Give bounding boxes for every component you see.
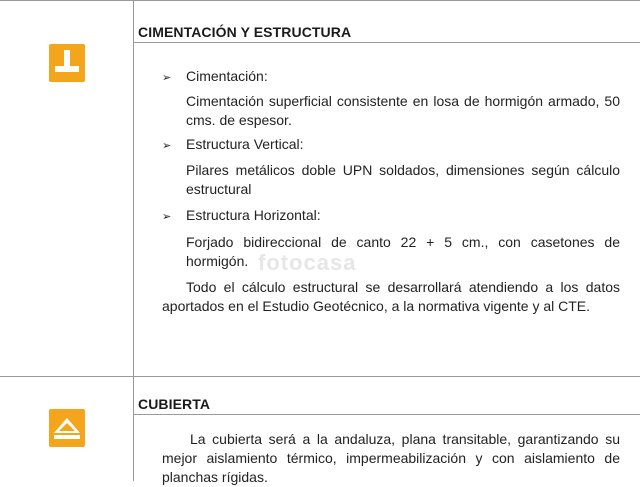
arrow-bullet-icon: ➢ xyxy=(162,72,172,84)
section-header-divider xyxy=(134,42,640,43)
watermark: fotocasa xyxy=(258,250,357,275)
list-item xyxy=(162,136,304,152)
list-item xyxy=(162,207,321,223)
row-divider xyxy=(0,376,640,377)
arrow-bullet-icon: ➢ xyxy=(162,140,172,152)
section-header-divider xyxy=(134,414,640,415)
list-item xyxy=(162,68,268,84)
section-note: Todo el cálculo estructural se desarrollará atendiendo a los datos aportados en el Estudio Geotécnico, a la normativa vigente y al CTE. xyxy=(162,279,620,314)
item-label: Estructura Horizontal: xyxy=(186,207,321,223)
section-note: La cubierta será a la andaluza, plana transitable, garantizando su mejor aislamiento térmico, impermeabilización y con aislamiento de planchas rígidas. xyxy=(162,431,620,485)
arrow-bullet-icon: ➢ xyxy=(162,211,172,223)
column-divider xyxy=(133,1,134,481)
section-title: CIMENTACIÓN Y ESTRUCTURA xyxy=(138,24,352,40)
item-text: Cimentación superficial consistente en losa de hormigón armado, 50 cms. de espesor. xyxy=(186,93,620,128)
item-text: Pilares metálicos doble UPN soldados, dimensiones según cálculo estructural xyxy=(186,162,620,197)
item-text: Forjado bidireccional de canto 22 + 5 cm., con casetones de hormigón. xyxy=(186,234,620,269)
section-title: CUBIERTA xyxy=(138,396,211,412)
foundation-icon xyxy=(49,44,85,82)
roof-icon xyxy=(49,409,85,447)
item-label: Estructura Vertical: xyxy=(186,136,304,152)
item-label: Cimentación: xyxy=(186,68,268,84)
